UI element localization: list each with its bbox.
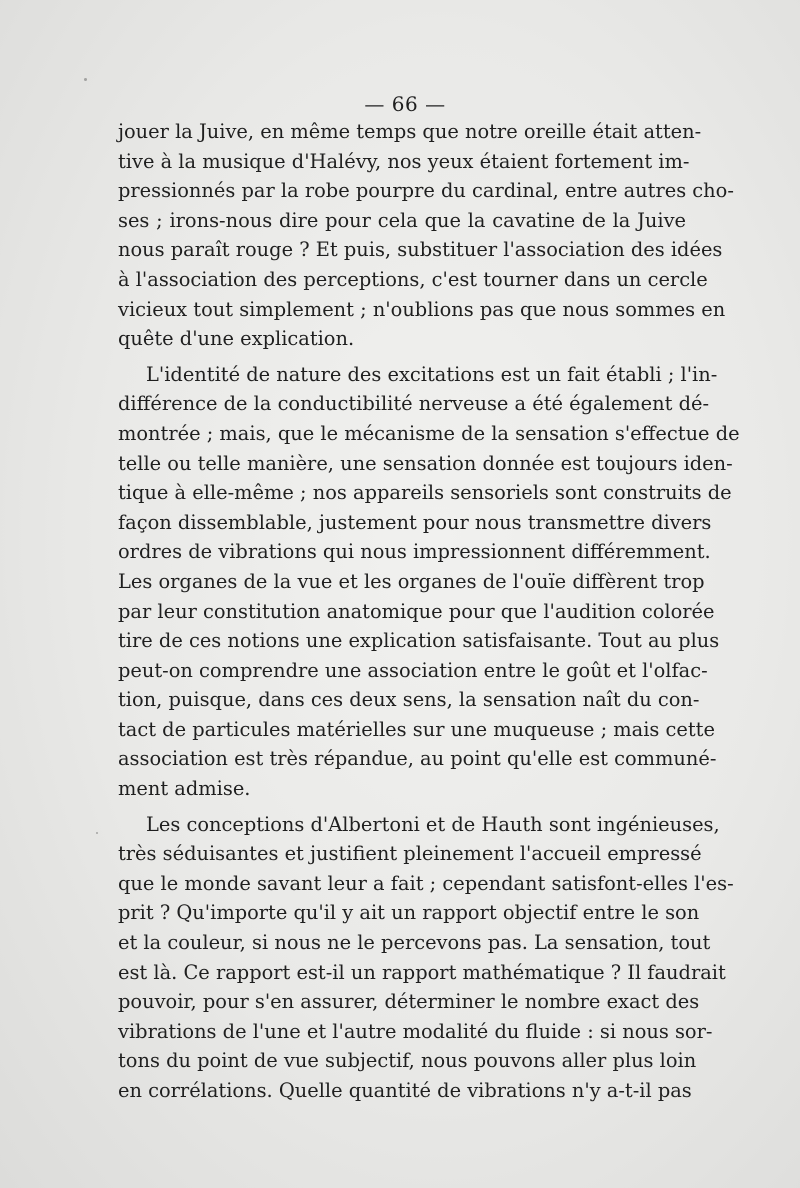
page-body: [118, 117, 740, 1106]
text-line: nous paraît rouge ? Et puis, substituer l'association des idées: [118, 238, 723, 262]
text-line: ses ; irons-nous dire pour cela que la cavatine de la Juive: [118, 208, 686, 232]
text-line: jouer la Juive, en même temps que notre oreille était atten-: [118, 120, 702, 143]
text-line: Les organes de la vue et les organes de l'ouïe diffèrent trop: [118, 569, 705, 593]
text-line: association est très répandue, au point qu'elle est communé-: [118, 747, 717, 771]
text-line: façon dissemblable, justement pour nous transmettre divers: [118, 510, 712, 534]
text-line: en corrélations. Quelle quantité de vibrations n'y a-t-il pas: [118, 1079, 692, 1102]
text-line: que le monde savant leur a fait ; cependant satisfont-elles l'es-: [118, 871, 734, 895]
text-line: vibrations de l'une et l'autre modalité du fluide : si nous sor-: [118, 1019, 713, 1043]
text-line: peut-on comprendre une association entre le goût et l'olfac-: [118, 658, 708, 682]
text-line: tire de ces notions une explication satisfaisante. Tout au plus: [118, 629, 720, 653]
text-line: prit ? Qu'importe qu'il y ait un rapport objectif entre le son: [118, 901, 700, 925]
text-line: montrée ; mais, que le mécanisme de la sensation s'effectue de: [118, 421, 740, 445]
paragraph: [118, 810, 734, 1106]
text-line: vicieux tout simplement ; n'oublions pas que nous sommes en: [118, 297, 726, 321]
text-line: pouvoir, pour s'en assurer, déterminer le nombre exact des: [118, 990, 700, 1014]
text-line: quête d'une explication.: [118, 327, 355, 351]
text-line: telle ou telle manière, une sensation donnée est toujours iden-: [118, 451, 733, 475]
text-line: ment admise.: [118, 777, 251, 801]
text-line: à l'association des perceptions, c'est tourner dans un cercle: [118, 267, 708, 291]
text-line: Les conceptions d'Albertoni et de Hauth sont ingénieuses,: [146, 812, 720, 836]
text-line: différence de la conductibilité nerveuse a été également dé-: [118, 392, 710, 416]
text-line: et la couleur, si nous ne le percevons pas. La sensation, tout: [118, 931, 711, 955]
text-line: est là. Ce rapport est-il un rapport mathématique ? Il faudrait: [118, 960, 726, 984]
paper-speck: [84, 78, 87, 81]
text-line: tion, puisque, dans ces deux sens, la sensation naît du con-: [118, 688, 700, 712]
text-line: ordres de vibrations qui nous impressionnent différemment.: [118, 540, 711, 564]
paper-speck: [96, 832, 98, 834]
text-line: par leur constitution anatomique pour que l'audition colorée: [118, 599, 715, 623]
page-number: — 66 —: [364, 92, 446, 116]
text-line: tons du point de vue subjectif, nous pouvons aller plus loin: [118, 1049, 697, 1073]
paragraph: [118, 117, 734, 354]
text-line: tique à elle-même ; nos appareils sensoriels sont construits de: [118, 481, 732, 505]
text-line: pressionnés par la robe pourpre du cardinal, entre autres cho-: [118, 179, 734, 203]
text-line: très séduisantes et justifient pleinement l'accueil empressé: [118, 842, 702, 866]
text-line: tact de particules matérielles sur une muqueuse ; mais cette: [118, 717, 715, 741]
text-line: tive à la musique d'Halévy, nos yeux étaient fortement im-: [118, 149, 690, 173]
paragraph: [118, 360, 740, 804]
text-line: L'identité de nature des excitations est un fait établi ; l'in-: [146, 362, 718, 386]
